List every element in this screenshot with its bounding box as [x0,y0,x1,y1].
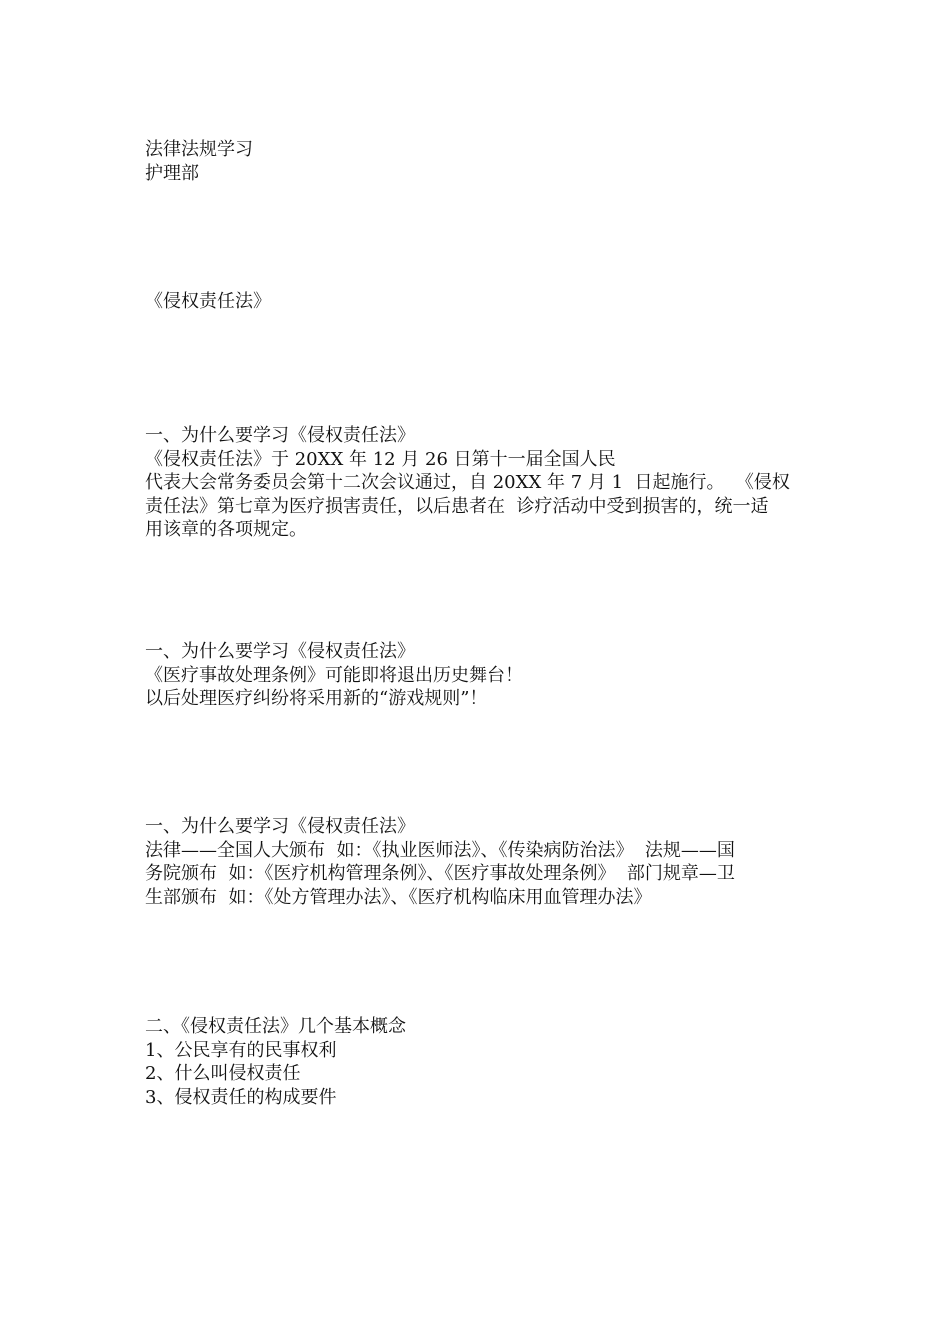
section-why-learn-2 [145,640,815,711]
paragraph-line: 生部颁布 如：《处方管理办法》、《医疗机构临床用血管理办法》 [145,886,652,908]
section-heading: 二、《侵权责任法》几个基本概念 [145,1016,406,1037]
law-title: 《侵权责任法》 [145,291,271,312]
law-title-block [145,290,815,314]
document-header [145,138,815,185]
paragraph-line: 《侵权责任法》于 20XX 年 12 月 26 日第十一届全国人民 [145,448,616,470]
section-why-learn-3 [145,815,815,909]
paragraph-line: 《医疗事故处理条例》可能即将退出历史舞台！ [145,664,523,686]
section-basic-concepts [145,1015,815,1109]
paragraph-line: 用该章的各项规定。 [145,519,307,540]
paragraph-line: 代表大会常务委员会第十二次会议通过，自 20XX 年 7 月 1 日起施行。 《侵权 [145,472,790,493]
paragraph-line: 务院颁布 如：《医疗机构管理条例》、《医疗事故处理条例》 部门规章—卫 [145,863,735,884]
section-heading: 一、为什么要学习《侵权责任法》 [145,641,415,662]
paragraph-line: 责任法》第七章为医疗损害责任，以后患者在 诊疗活动中受到损害的，统一适 [145,495,769,517]
section-heading: 一、为什么要学习《侵权责任法》 [145,425,415,446]
paragraph-line: 以后处理医疗纠纷将采用新的“游戏规则”！ [145,688,488,709]
list-item: 2、什么叫侵权责任 [145,1063,301,1084]
department-name: 护理部 [145,162,199,184]
document-title: 法律法规学习 [145,139,253,160]
list-item: 3、侵权责任的构成要件 [145,1086,337,1108]
section-heading: 一、为什么要学习《侵权责任法》 [145,816,415,837]
paragraph-line: 法律——全国人大颁布 如：《执业医师法》、《传染病防治法》 法规——国 [145,839,735,861]
section-why-learn-1 [145,424,815,542]
list-item: 1、公民享有的民事权利 [145,1039,337,1061]
